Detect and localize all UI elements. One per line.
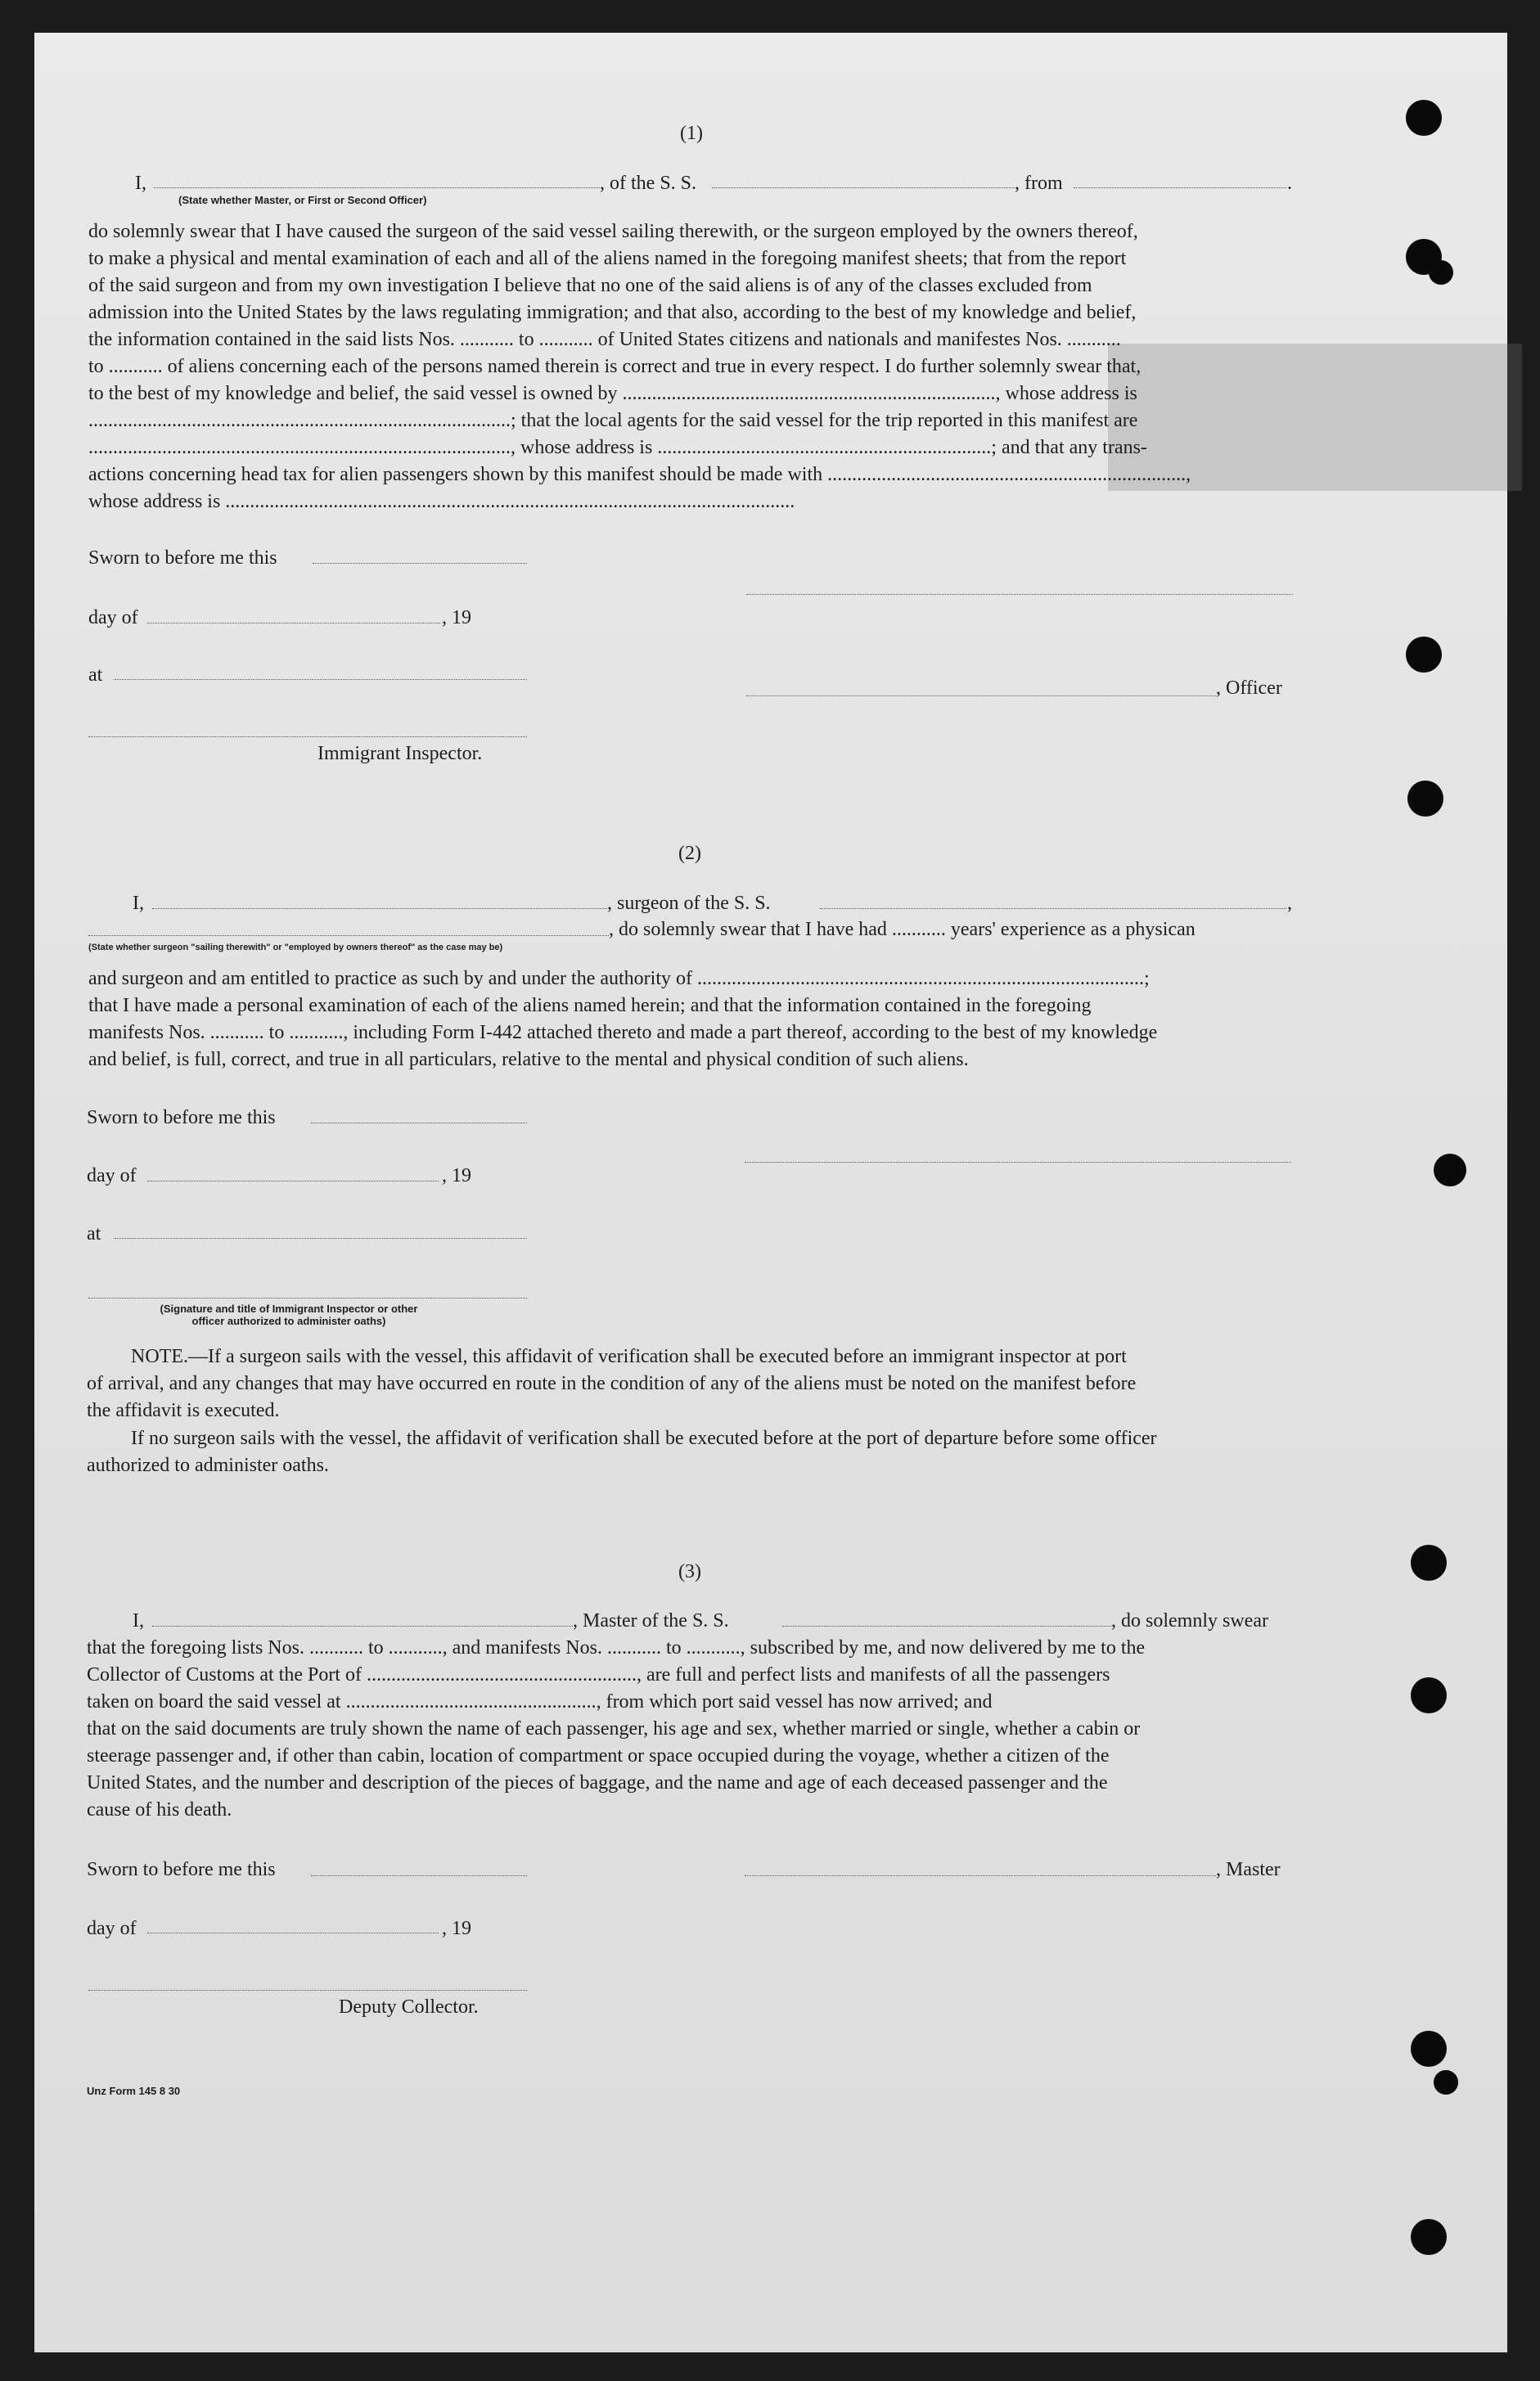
line-end: , [1287,893,1292,914]
body-line: ......................................................................................; that the local agents for the said vessel for the trip reported in this manifest are [88,410,1138,431]
body-line: and surgeon and am entitled to practice as such by and under the authority of ...........................................................................................; [88,968,1150,989]
sworn-blank [313,563,527,564]
surgeon-status-blank [88,935,609,936]
body-line: admission into the United States by the laws regulating immigration; and that also, according to the best of my knowledge and belief, [88,302,1137,323]
body-line: taken on board the said vessel at ..................................................., from which port said vessel has now arrived; and [87,1691,993,1713]
day-of-label: day of [87,1165,137,1186]
surgeon-of-ss-label: , surgeon of the S. S. [607,893,771,914]
body-line: whose address is .................................................................................................................... [88,491,795,512]
note-line: the affidavit is executed. [87,1400,280,1421]
master-name-blank [152,1626,573,1627]
body-line: to make a physical and mental examination of each and all of the aliens named in the foregoing manifest sheets; that from the report [88,248,1127,269]
body-line: manifests Nos. ........... to ..........., including Form I-442 attached thereto and made a part thereof, according to the best of my knowledge [88,1022,1158,1043]
body-line: to the best of my knowledge and belief, the said vessel is owned by ............................................................................, whose address is [88,383,1137,404]
body-line: and belief, is full, correct, and true in all particulars, relative to the mental and physical condition of such aliens. [88,1049,969,1070]
body-line: United States, and the number and description of the pieces of baggage, and the name and age of each deceased passenger and the [87,1772,1108,1794]
body-line: cause of his death. [87,1799,232,1821]
at-label: at [87,1223,101,1245]
surgeon-swear-line: , do solemnly swear that I have had ........... years' experience as a physican [609,919,1196,940]
signature-note-line-1: (Signature and title of Immigrant Inspector or other [160,1303,418,1315]
signature-note-line-2: officer authorized to administer oaths) [191,1315,386,1327]
sworn-blank [311,1875,527,1876]
officer-note: (State whether Master, or First or Second Officer) [178,194,427,206]
inspector-signature-blank [88,736,527,737]
signature-blank [746,594,1293,595]
officer-name-blank [154,187,600,188]
officer-i-label: I, [135,173,146,194]
note-line: authorized to administer oaths. [87,1455,329,1476]
surgeon-note: (State whether surgeon "sailing therewith" or "employed by owners thereof" as the case may be) [88,943,503,952]
binder-hole [1411,2219,1447,2255]
surgeon-ship-blank [820,908,1286,909]
binder-hole [1429,260,1453,285]
note-line: NOTE.—If a surgeon sails with the vessel, this affidavit of verification shall be executed before an immigrant inspector at port [131,1346,1127,1367]
officer-label: , Officer [1216,677,1282,699]
binder-hole [1411,1677,1447,1713]
body-line: steerage passenger and, if other than cabin, location of compartment or space occupied during the voyage, whether a citizen of the [87,1745,1110,1767]
sworn-label: Sworn to before me this [87,1859,276,1880]
surgeon-name-blank [152,908,607,909]
signature-blank [745,1162,1291,1163]
from-label: , from [1015,173,1063,194]
at-blank [115,1238,527,1239]
deputy-label: Deputy Collector. [339,1996,479,2018]
body-line: of the said surgeon and from my own investigation I believe that no one of the said aliens is of any of the classes excluded from [88,275,1092,296]
ship-name-blank [712,187,1015,188]
master-i-label: I, [133,1610,144,1632]
inspector-signature-blank [88,1298,527,1299]
master-swear-label: , do solemnly swear [1111,1610,1268,1632]
body-line: that I have made a personal examination of each of the aliens named herein; and that the information contained in the foregoing [88,995,1092,1016]
line-end: . [1287,173,1292,194]
master-ship-blank [782,1626,1111,1627]
of-ss-label: , of the S. S. [600,173,697,194]
body-line: ......................................................................................, whose address is ....................................................................; and that any trans- [88,437,1147,458]
body-line: the information contained in the said lists Nos. ........... to ........... of United States citizens and nationals and manifestes Nos. ........... [88,329,1121,350]
from-port-blank [1074,187,1286,188]
officer-title-blank [746,695,1216,696]
at-label: at [88,664,103,686]
binder-hole [1406,100,1442,136]
body-line: to ........... of aliens concerning each of the persons named therein is correct and true in every respect. I do further solemnly swear that, [88,356,1141,377]
section-1-number: (1) [680,123,703,144]
year-label: , 19 [442,1165,471,1186]
form-number: Unz Form 145 8 30 [87,2085,181,2097]
body-line: actions concerning head tax for alien passengers shown by this manifest should be made with ........................................................................., [88,464,1191,485]
note-line: If no surgeon sails with the vessel, the affidavit of verification shall be executed before at the port of departure before some officer [131,1428,1157,1449]
day-of-label: day of [87,1918,137,1939]
inspector-label: Immigrant Inspector. [317,743,483,764]
deputy-signature-blank [88,1990,527,1991]
body-line: that on the said documents are truly shown the name of each passenger, his age and sex, whether married or single, whether a cabin or [87,1718,1141,1740]
binder-hole [1434,1154,1466,1186]
year-label: , 19 [442,607,471,628]
section-2-number: (2) [678,843,701,864]
day-of-label: day of [88,607,138,628]
section-3-number: (3) [678,1561,701,1582]
binder-hole [1411,1545,1447,1581]
sworn-label: Sworn to before me this [87,1107,276,1128]
binder-hole [1411,2031,1447,2067]
sworn-label: Sworn to before me this [88,547,277,569]
signature-note [88,1303,489,1327]
note-line: of arrival, and any changes that may have occurred en route in the condition of any of the aliens must be noted on the manifest before [87,1373,1137,1394]
body-line: do solemnly swear that I have caused the surgeon of the said vessel sailing therewith, or the surgeon employed by the owners thereof, [88,221,1138,242]
at-blank [115,679,527,680]
body-line: Collector of Customs at the Port of ......................................................., are full and perfect lists and manifests of all the passengers [87,1664,1110,1686]
master-of-ss-label: , Master of the S. S. [573,1610,729,1632]
body-line: that the foregoing lists Nos. ........... to ..........., and manifests Nos. ........... to ..........., subscribed by me, and now delivered by me to the [87,1637,1146,1659]
master-label: , Master [1216,1859,1281,1880]
year-label: , 19 [442,1918,471,1939]
master-signature-blank [745,1875,1216,1876]
binder-hole [1434,2070,1458,2095]
surgeon-i-label: I, [133,893,144,914]
binder-hole [1407,781,1443,817]
binder-hole [1406,637,1442,673]
